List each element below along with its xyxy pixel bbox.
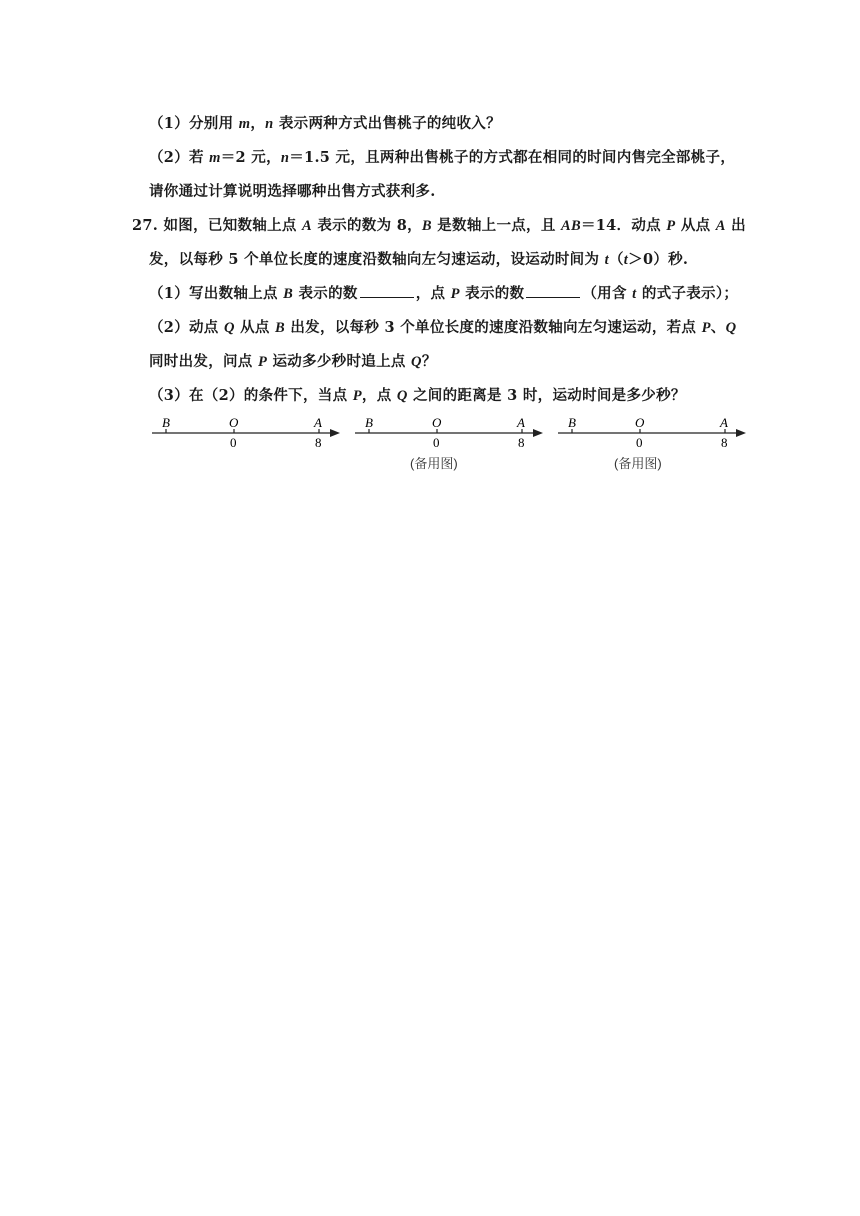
point-B: B xyxy=(283,286,294,302)
figure-caption-3: (备用图) xyxy=(614,456,662,471)
number-line-1 xyxy=(150,414,345,450)
point-A: A xyxy=(715,218,726,234)
point-B: B xyxy=(275,320,285,336)
q27-stem-line2 xyxy=(149,248,688,269)
figure-caption-2: (备用图) xyxy=(410,456,458,471)
text: 从点 xyxy=(675,217,716,234)
number-line-3 xyxy=(556,414,756,450)
text: （1）写出数轴上点 xyxy=(149,285,284,302)
text: 运动多少秒时追上点 xyxy=(267,353,412,370)
text: 同时出发，问点 xyxy=(149,353,258,370)
question-number: 27. xyxy=(132,217,159,234)
var-t: t xyxy=(632,286,637,302)
text: ？ xyxy=(421,353,437,370)
q27-part3 xyxy=(149,384,686,405)
point-P: P xyxy=(257,354,268,370)
label-O: O xyxy=(635,415,645,430)
number-line-figure-3 xyxy=(556,414,756,450)
point-Q: Q xyxy=(223,320,235,336)
q27-part2 xyxy=(149,316,736,337)
text: ＞0）秒. xyxy=(628,251,689,268)
text: 如图，已知数轴上点 xyxy=(158,217,303,234)
arrow-icon xyxy=(330,429,340,437)
point-Q: Q xyxy=(396,388,408,404)
var-m: m xyxy=(238,116,251,132)
text: 出发，以每秒 3 个单位长度的速度沿数轴向左匀速运动，若点 xyxy=(285,319,702,336)
text: 、 xyxy=(710,319,726,336)
text: 从点 xyxy=(234,319,276,336)
var-t: t xyxy=(604,252,609,268)
point-P: P xyxy=(450,286,460,302)
label-B: B xyxy=(162,415,170,430)
q26-part2-mid2: ＝1.5 元，且两种出售桃子的方式都在相同的时间内售完全部桃子， xyxy=(289,149,736,166)
text: （ xyxy=(608,251,624,268)
q26-part1 xyxy=(149,112,501,133)
text: 表示的数 xyxy=(459,285,525,302)
q26-part2 xyxy=(149,146,735,167)
tick-8: 8 xyxy=(518,435,525,450)
label-B: B xyxy=(568,415,576,430)
text: （2）动点 xyxy=(149,319,224,336)
arrow-icon xyxy=(533,429,543,437)
label-A: A xyxy=(517,415,525,430)
text: ，点 xyxy=(361,387,397,404)
text: 的式子表示）； xyxy=(636,285,739,302)
text: ，点 xyxy=(415,285,451,302)
text: （用含 xyxy=(582,285,633,302)
text: （3）在（2）的条件下，当点 xyxy=(149,387,353,404)
number-line-2 xyxy=(353,414,548,450)
var-m: m xyxy=(209,150,221,166)
var-n: n xyxy=(265,116,274,132)
q26-part1-prefix: （1）分别用 xyxy=(149,115,239,132)
text: 出 xyxy=(725,217,746,234)
q26-part1-sep: ， xyxy=(250,115,266,132)
point-B: B xyxy=(421,218,432,234)
text: 表示的数为 8， xyxy=(312,217,422,234)
var-n: n xyxy=(280,150,290,166)
number-line-figure-1 xyxy=(150,414,345,450)
tick-8: 8 xyxy=(315,435,322,450)
tick-0: 0 xyxy=(230,435,237,450)
point-P: P xyxy=(666,218,676,234)
q27-part1 xyxy=(149,282,738,303)
label-O: O xyxy=(229,415,239,430)
point-P: P xyxy=(701,320,711,336)
segment-AB: AB xyxy=(561,218,581,234)
number-line-figure-2 xyxy=(353,414,548,450)
q27-stem-line1 xyxy=(132,214,746,235)
q27-part2-continuation xyxy=(149,350,437,371)
answer-blank-P[interactable] xyxy=(526,283,580,298)
tick-8: 8 xyxy=(721,435,728,450)
text: 之间的距离是 3 时，运动时间是多少秒？ xyxy=(407,387,686,404)
q26-part2-mid1: ＝2 元， xyxy=(220,149,281,166)
tick-0: 0 xyxy=(636,435,643,450)
point-Q: Q xyxy=(725,320,737,336)
q26-part2-prefix: （2）若 xyxy=(149,149,210,166)
text: 表示的数 xyxy=(293,285,358,302)
var-t: t xyxy=(623,252,629,268)
q26-part1-suffix: 表示两种方式出售桃子的纯收入？ xyxy=(273,115,501,132)
text: ＝14．动点 xyxy=(580,217,667,234)
answer-blank-B[interactable] xyxy=(360,283,414,298)
label-O: O xyxy=(432,415,442,430)
label-A: A xyxy=(314,415,322,430)
label-B: B xyxy=(365,415,373,430)
point-P: P xyxy=(352,388,362,404)
label-A: A xyxy=(720,415,728,430)
tick-0: 0 xyxy=(433,435,440,450)
q26-part2-continuation: 请你通过计算说明选择哪种出售方式获利多. xyxy=(149,183,436,200)
text: 是数轴上一点，且 xyxy=(431,217,562,234)
text: 发，以每秒 5 个单位长度的速度沿数轴向左匀速运动，设运动时间为 xyxy=(149,251,605,268)
point-A: A xyxy=(302,218,313,234)
point-Q: Q xyxy=(411,354,422,370)
arrow-icon xyxy=(736,429,746,437)
